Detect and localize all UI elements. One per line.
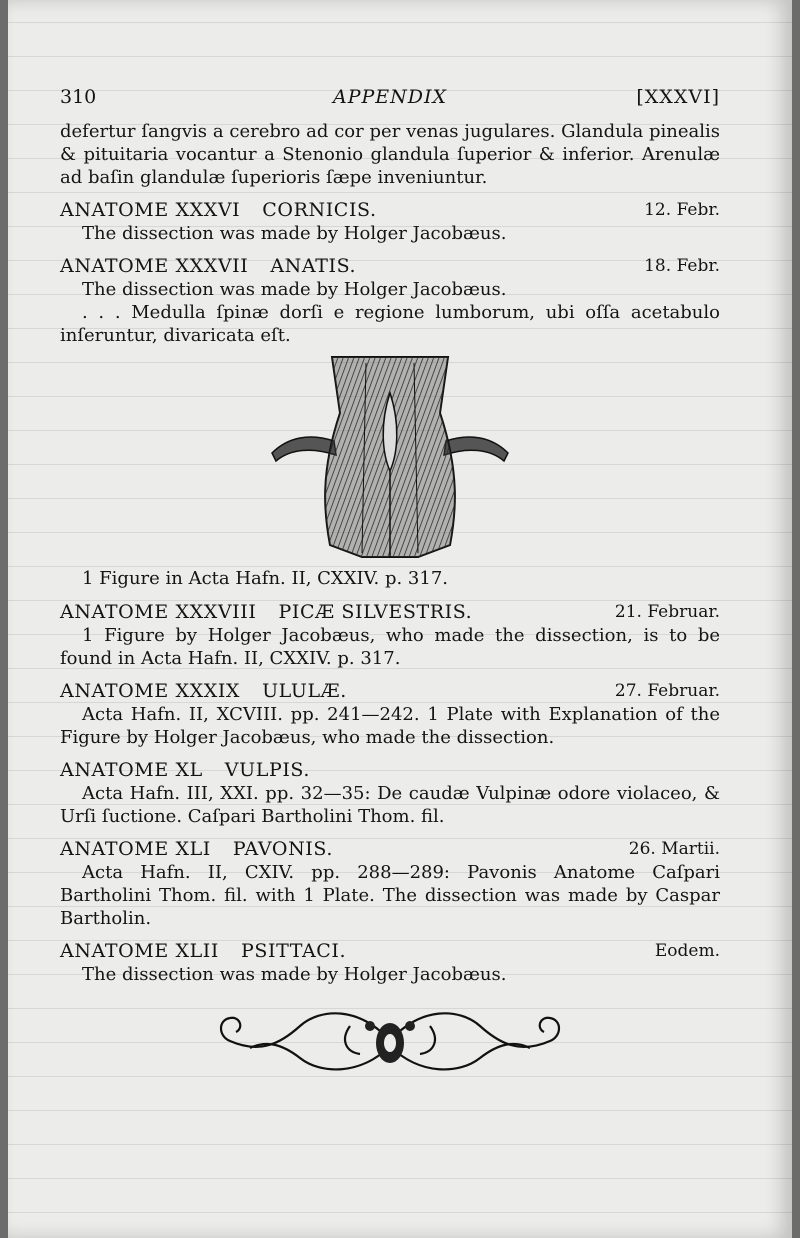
entry-text: 1 Figure by Holger Jacobæus, who made the dissection, is to be found in Acta Hafn. II, CXXIV. p. 317. [60, 625, 720, 669]
entry-heading [60, 939, 720, 963]
entry-subject: PICÆ SILVESTRIS. [278, 601, 473, 623]
ornament-flourish-icon [210, 996, 570, 1086]
entry-subject: ULULÆ. [262, 680, 347, 702]
entry-heading [60, 198, 720, 222]
entry-heading [60, 837, 720, 861]
entry-text: Acta Hafn. III, XXI. pp. 32—35: De caudæ Vulpinæ odore violaceo, & Urſi ſuctione. Caſpari Bartholini Thom. fil. [60, 783, 720, 827]
entry-date: 21. Februar. [614, 602, 720, 622]
entry-text: Acta Hafn. II, CXIV. pp. 288—289: Pavonis Anatome Caſpari Bartholini Thom. fil. with 1 Plate. The dissection was made by Caspar Bartholin. [60, 862, 720, 929]
decorative-ornament [60, 996, 720, 1086]
entry-text: Acta Hafn. II, XCVIII. pp. 241—242. 1 Plate with Explanation of the Figure by Holger Jacobæus, who made the dissection. [60, 704, 720, 748]
entry-number: ANATOME XLI [60, 838, 211, 860]
page-number: 310 [60, 86, 97, 108]
entry-text: The dissection was made by Holger Jacobæus. [82, 964, 507, 985]
entry-date: Eodem. [654, 941, 720, 961]
entry-subject: PAVONIS. [232, 838, 333, 860]
entry-subject: CORNICIS. [262, 199, 377, 221]
entry-number: ANATOME XL [60, 759, 203, 781]
figure-caption: 1 Figure in Acta Hafn. II, CXXIV. p. 317. [82, 568, 448, 589]
header-title: APPENDIX [332, 86, 448, 108]
spine-figure [60, 353, 720, 565]
page-content [60, 86, 720, 1086]
entry-number: ANATOME XLII [60, 940, 219, 962]
entry-text: The dissection was made by Holger Jacobæus. [82, 279, 507, 300]
entry-date: 12. Febr. [644, 200, 720, 220]
entry-heading [60, 758, 720, 782]
entry-number: ANATOME XXXIX [60, 680, 241, 702]
header-section: [XXXVI] [636, 86, 720, 108]
entry-date: 27. Februar. [614, 681, 720, 701]
entry-text: The dissection was made by Holger Jacobæus. [82, 223, 507, 244]
entry-number: ANATOME XXXVI [60, 199, 241, 221]
entry-number: ANATOME XXXVIII [60, 601, 257, 623]
entry-subject: VULPIS. [224, 759, 311, 781]
entry-date: 18. Febr. [644, 256, 720, 276]
entry-heading [60, 254, 720, 278]
entry-number: ANATOME XXXVII [60, 255, 249, 277]
entry-quote: . . . Medulla ſpinæ dorſi e regione lumborum, ubi oſſa acetabulo inſeruntur, divaricata eſt. [60, 302, 720, 346]
running-header [60, 86, 720, 120]
entry-subject: ANATIS. [270, 255, 357, 277]
entry-heading [60, 600, 720, 624]
spinal-cord-illustration [270, 353, 510, 565]
intro-paragraph: defertur ſangvis a cerebro ad cor per venas jugulares. Glandula pinealis & pituitaria vocantur a Stenonio glandula ſuperior & inferior. Arenulæ ad baſin glandulæ ſuperioris ſæpe inveniuntur. [60, 121, 720, 188]
entry-heading [60, 679, 720, 703]
entry-date: 26. Martii. [628, 839, 720, 859]
book-page [8, 0, 792, 1238]
entry-subject: PSITTACI. [241, 940, 347, 962]
